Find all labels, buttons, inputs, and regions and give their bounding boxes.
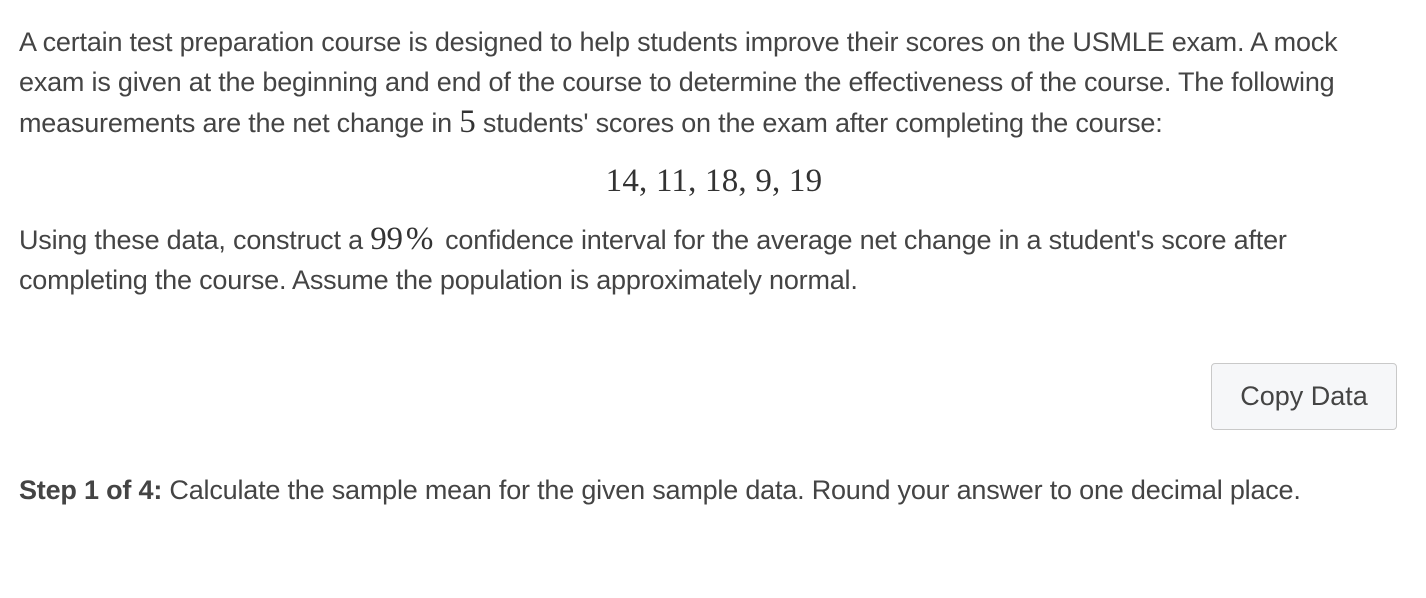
- confidence-level: 99: [370, 221, 403, 257]
- data-values-line: [19, 161, 1409, 201]
- percent-sign: %: [405, 221, 434, 257]
- data-values: 14, 11, 18, 9, 19: [605, 163, 823, 199]
- step-label: Step 1 of 4:: [19, 475, 163, 505]
- step-instruction: [19, 470, 1409, 510]
- sample-size: 5: [459, 104, 476, 140]
- question-text-2: confidence interval for the average net change in a student's score after completing the course. Assume the population is approximately normal.: [19, 225, 1287, 295]
- intro-text-2: students' scores on the exam after completing the course:: [475, 108, 1163, 138]
- copy-data-button[interactable]: Copy Data: [1211, 363, 1397, 430]
- problem-question: [19, 219, 1409, 300]
- step-text: Calculate the sample mean for the given sample data. Round your answer to one decimal place.: [162, 475, 1301, 505]
- question-text-1: Using these data, construct a: [19, 225, 371, 255]
- intro-text-1: A certain test preparation course is designed to help students improve their scores on the USMLE exam. A mock exam is given at the beginning and end of the course to determine the effectiveness of the course. The following measurements are the net change in: [19, 27, 1338, 138]
- problem-statement: [19, 22, 1409, 300]
- copy-data-row: [1211, 363, 1397, 430]
- problem-intro: [19, 22, 1409, 143]
